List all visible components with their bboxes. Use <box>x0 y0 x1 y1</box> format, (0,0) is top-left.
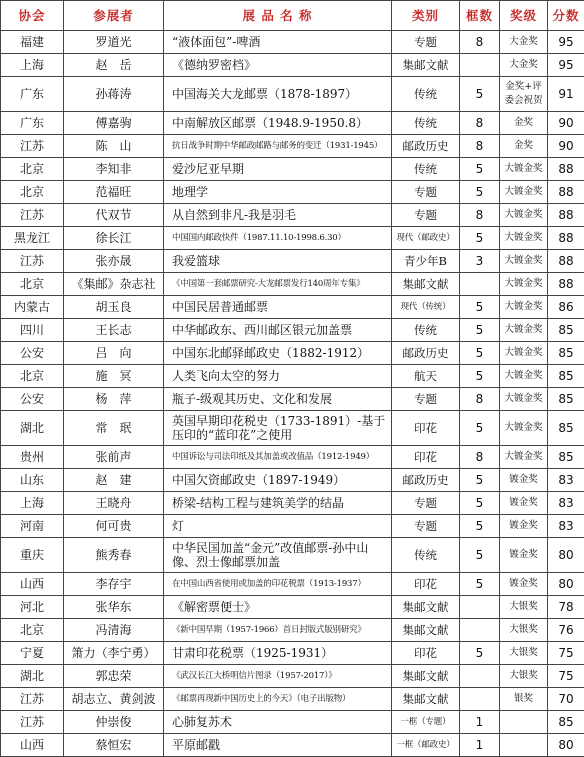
cell-exhibitor: 张亦晟 <box>64 250 164 273</box>
header-row <box>1 1 584 31</box>
cell-score: 88 <box>548 273 584 296</box>
cell-exhibit: 心肺复苏术 <box>164 711 392 734</box>
cell-exhibit: 中国诉讼与司法印纸及其加盖或改值品（1912-1949） <box>164 446 392 469</box>
cell-association: 河南 <box>1 515 64 538</box>
header-category: 类别 <box>392 1 460 31</box>
cell-exhibitor: 箫力（李宁勇） <box>64 642 164 665</box>
cell-category: 集邮文献 <box>392 596 460 619</box>
cell-frames <box>460 54 500 77</box>
cell-award: 大镀金奖 <box>500 227 548 250</box>
cell-exhibitor: 张前声 <box>64 446 164 469</box>
table-row <box>1 642 584 665</box>
table-row <box>1 515 584 538</box>
cell-frames: 5 <box>460 538 500 573</box>
cell-category: 现代（邮政史） <box>392 227 460 250</box>
cell-award: 镀金奖 <box>500 573 548 596</box>
cell-award: 大镀金奖 <box>500 181 548 204</box>
cell-score: 80 <box>548 538 584 573</box>
cell-category: 集邮文献 <box>392 665 460 688</box>
cell-association: 江苏 <box>1 688 64 711</box>
table-body <box>1 31 584 757</box>
cell-exhibit: 中国民居普通邮票 <box>164 296 392 319</box>
cell-association: 公安 <box>1 342 64 365</box>
cell-score: 90 <box>548 135 584 158</box>
table-row <box>1 665 584 688</box>
cell-category: 邮政历史 <box>392 135 460 158</box>
cell-score: 85 <box>548 319 584 342</box>
cell-award: 镀金奖 <box>500 492 548 515</box>
table-row <box>1 204 584 227</box>
cell-award: 金奖+评委会祝贺 <box>500 77 548 112</box>
cell-exhibitor: 熊秀春 <box>64 538 164 573</box>
cell-association: 北京 <box>1 181 64 204</box>
cell-award: 银奖 <box>500 688 548 711</box>
table-row <box>1 619 584 642</box>
cell-exhibitor: 王长志 <box>64 319 164 342</box>
cell-category: 邮政历史 <box>392 469 460 492</box>
cell-exhibitor: 李知非 <box>64 158 164 181</box>
cell-exhibitor: 徐长江 <box>64 227 164 250</box>
cell-category: 专题 <box>392 204 460 227</box>
table-row <box>1 54 584 77</box>
cell-score: 78 <box>548 596 584 619</box>
cell-award: 大金奖 <box>500 54 548 77</box>
cell-award: 大镀金奖 <box>500 388 548 411</box>
cell-association: 黑龙江 <box>1 227 64 250</box>
cell-category: 传统 <box>392 319 460 342</box>
cell-category: 印花 <box>392 642 460 665</box>
cell-association: 山东 <box>1 469 64 492</box>
header-frames: 框数 <box>460 1 500 31</box>
cell-exhibit: 灯 <box>164 515 392 538</box>
cell-exhibit: 《德纳罗密档》 <box>164 54 392 77</box>
cell-frames: 5 <box>460 365 500 388</box>
cell-award: 大镀金奖 <box>500 204 548 227</box>
table-row <box>1 734 584 757</box>
cell-association: 江苏 <box>1 711 64 734</box>
cell-exhibit: 在中国山西省使用或加盖的印花税票（1913-1937） <box>164 573 392 596</box>
table-row <box>1 342 584 365</box>
cell-association: 贵州 <box>1 446 64 469</box>
cell-exhibit: 爱沙尼亚早期 <box>164 158 392 181</box>
cell-exhibitor: 王晓舟 <box>64 492 164 515</box>
cell-frames <box>460 596 500 619</box>
table-row <box>1 77 584 112</box>
cell-frames: 5 <box>460 642 500 665</box>
cell-exhibitor: 冯清海 <box>64 619 164 642</box>
cell-exhibitor: 罗道光 <box>64 31 164 54</box>
cell-score: 85 <box>548 342 584 365</box>
cell-category: 一框（专题） <box>392 711 460 734</box>
cell-score: 83 <box>548 515 584 538</box>
cell-association: 四川 <box>1 319 64 342</box>
cell-exhibitor: 施 冥 <box>64 365 164 388</box>
cell-exhibitor: 张华东 <box>64 596 164 619</box>
cell-exhibit: 中华民国加盖“金元”改值邮票-孙中山像、烈士像邮票加盖 <box>164 538 392 573</box>
cell-exhibitor: 赵 岳 <box>64 54 164 77</box>
cell-exhibit: 《邮票再现新中国历史上的今天》（电子出版物） <box>164 688 392 711</box>
cell-exhibit: 地理学 <box>164 181 392 204</box>
cell-association: 北京 <box>1 273 64 296</box>
cell-award: 镀金奖 <box>500 469 548 492</box>
cell-association: 湖北 <box>1 411 64 446</box>
cell-award: 大银奖 <box>500 619 548 642</box>
cell-category: 传统 <box>392 112 460 135</box>
cell-exhibit: 桥梁-结构工程与建筑美学的结晶 <box>164 492 392 515</box>
cell-frames: 5 <box>460 158 500 181</box>
cell-category: 航天 <box>392 365 460 388</box>
header-score: 分数 <box>548 1 584 31</box>
cell-exhibit: 瓶子-级观其历史、文化和发展 <box>164 388 392 411</box>
cell-score: 95 <box>548 54 584 77</box>
cell-award: 大镀金奖 <box>500 250 548 273</box>
cell-association: 北京 <box>1 619 64 642</box>
cell-exhibitor: 蔡恒宏 <box>64 734 164 757</box>
cell-award: 大镀金奖 <box>500 296 548 319</box>
cell-association: 公安 <box>1 388 64 411</box>
cell-score: 75 <box>548 642 584 665</box>
table-row <box>1 319 584 342</box>
table-row <box>1 492 584 515</box>
cell-award: 大银奖 <box>500 596 548 619</box>
table-row <box>1 388 584 411</box>
cell-score: 85 <box>548 711 584 734</box>
cell-association: 江苏 <box>1 250 64 273</box>
cell-frames: 5 <box>460 227 500 250</box>
table-row <box>1 411 584 446</box>
cell-exhibit: 中国国内邮政快件（1987.11.10-1998.6.30） <box>164 227 392 250</box>
cell-award: 大银奖 <box>500 642 548 665</box>
cell-association: 广东 <box>1 77 64 112</box>
cell-frames: 8 <box>460 446 500 469</box>
cell-score: 88 <box>548 158 584 181</box>
cell-award: 大镀金奖 <box>500 446 548 469</box>
cell-score: 85 <box>548 446 584 469</box>
cell-exhibit: 《解密票便士》 <box>164 596 392 619</box>
cell-exhibit: 人类飞向太空的努力 <box>164 365 392 388</box>
cell-exhibitor: 《集邮》杂志社 <box>64 273 164 296</box>
cell-frames <box>460 273 500 296</box>
cell-association: 江苏 <box>1 204 64 227</box>
cell-category: 专题 <box>392 181 460 204</box>
cell-exhibitor: 傅嘉驹 <box>64 112 164 135</box>
cell-exhibitor: 孙蒋涛 <box>64 77 164 112</box>
cell-category: 邮政历史 <box>392 342 460 365</box>
cell-exhibit: 英国早期印花税史（1733-1891）-基于压印的“蓝印花”之使用 <box>164 411 392 446</box>
cell-category: 一框（邮政史） <box>392 734 460 757</box>
cell-score: 85 <box>548 365 584 388</box>
cell-exhibit: 中华邮政东、西川邮区银元加盖票 <box>164 319 392 342</box>
cell-exhibit: 《中国第一套邮票研究-大龙邮票发行140周年专集》 <box>164 273 392 296</box>
cell-award: 大金奖 <box>500 31 548 54</box>
table-row <box>1 596 584 619</box>
cell-frames: 8 <box>460 388 500 411</box>
cell-frames: 5 <box>460 573 500 596</box>
cell-frames: 1 <box>460 711 500 734</box>
cell-category: 传统 <box>392 77 460 112</box>
cell-exhibit: 从自然到非凡-我是羽毛 <box>164 204 392 227</box>
cell-frames: 8 <box>460 204 500 227</box>
cell-category: 传统 <box>392 158 460 181</box>
cell-award <box>500 734 548 757</box>
cell-score: 83 <box>548 492 584 515</box>
cell-association: 宁夏 <box>1 642 64 665</box>
cell-exhibitor: 杨 萍 <box>64 388 164 411</box>
cell-association: 上海 <box>1 492 64 515</box>
table-row <box>1 135 584 158</box>
cell-score: 86 <box>548 296 584 319</box>
cell-score: 88 <box>548 227 584 250</box>
cell-award: 大镀金奖 <box>500 273 548 296</box>
cell-award: 镀金奖 <box>500 515 548 538</box>
cell-award: 金奖 <box>500 112 548 135</box>
cell-exhibit: 中国东北邮驿邮政史（1882-1912） <box>164 342 392 365</box>
cell-category: 青少年B <box>392 250 460 273</box>
cell-frames: 5 <box>460 319 500 342</box>
cell-frames: 8 <box>460 135 500 158</box>
cell-exhibit: 中国欠资邮政史（1897-1949） <box>164 469 392 492</box>
cell-score: 90 <box>548 112 584 135</box>
cell-award: 大镀金奖 <box>500 365 548 388</box>
cell-score: 76 <box>548 619 584 642</box>
table-row <box>1 296 584 319</box>
cell-association: 北京 <box>1 158 64 181</box>
cell-score: 95 <box>548 31 584 54</box>
header-association: 协会 <box>1 1 64 31</box>
cell-score: 88 <box>548 204 584 227</box>
table-row <box>1 273 584 296</box>
cell-association: 山西 <box>1 573 64 596</box>
cell-exhibitor: 胡玉良 <box>64 296 164 319</box>
cell-exhibit: 抗日战争时期中华邮政邮路与邮务的变迁（1931-1945） <box>164 135 392 158</box>
cell-score: 88 <box>548 250 584 273</box>
cell-frames: 5 <box>460 492 500 515</box>
cell-exhibitor: 陈 山 <box>64 135 164 158</box>
cell-award: 大银奖 <box>500 665 548 688</box>
cell-exhibit: 我爱篮球 <box>164 250 392 273</box>
cell-award <box>500 711 548 734</box>
cell-frames <box>460 665 500 688</box>
header-exhibit: 展 品 名 称 <box>164 1 392 31</box>
table-row <box>1 112 584 135</box>
cell-exhibitor: 何可贵 <box>64 515 164 538</box>
cell-exhibit: 中国海关大龙邮票（1878-1897） <box>164 77 392 112</box>
cell-category: 现代（传统） <box>392 296 460 319</box>
cell-award: 金奖 <box>500 135 548 158</box>
cell-association: 福建 <box>1 31 64 54</box>
cell-association: 山西 <box>1 734 64 757</box>
cell-category: 集邮文献 <box>392 273 460 296</box>
cell-exhibitor: 常 珉 <box>64 411 164 446</box>
cell-association: 广东 <box>1 112 64 135</box>
cell-score: 80 <box>548 734 584 757</box>
table-row <box>1 158 584 181</box>
cell-score: 88 <box>548 181 584 204</box>
cell-frames: 5 <box>460 342 500 365</box>
cell-frames: 5 <box>460 77 500 112</box>
cell-exhibitor: 范福旺 <box>64 181 164 204</box>
cell-frames: 5 <box>460 411 500 446</box>
cell-category: 专题 <box>392 515 460 538</box>
cell-exhibitor: 郭忠荣 <box>64 665 164 688</box>
cell-category: 专题 <box>392 388 460 411</box>
cell-category: 印花 <box>392 573 460 596</box>
table-row <box>1 688 584 711</box>
cell-frames: 5 <box>460 296 500 319</box>
cell-exhibit: 《新中国早期（1957-1966）首日封版式版别研究》 <box>164 619 392 642</box>
cell-association: 北京 <box>1 365 64 388</box>
table-row <box>1 446 584 469</box>
cell-score: 85 <box>548 411 584 446</box>
cell-category: 集邮文献 <box>392 688 460 711</box>
cell-frames: 1 <box>460 734 500 757</box>
table-row <box>1 31 584 54</box>
cell-category: 集邮文献 <box>392 54 460 77</box>
table-row <box>1 538 584 573</box>
cell-frames: 8 <box>460 31 500 54</box>
cell-association: 河北 <box>1 596 64 619</box>
cell-frames: 5 <box>460 469 500 492</box>
cell-association: 江苏 <box>1 135 64 158</box>
cell-award: 大镀金奖 <box>500 411 548 446</box>
cell-award: 大镀金奖 <box>500 319 548 342</box>
cell-award: 大镀金奖 <box>500 342 548 365</box>
cell-frames: 5 <box>460 515 500 538</box>
cell-category: 集邮文献 <box>392 619 460 642</box>
cell-exhibitor: 赵 建 <box>64 469 164 492</box>
table-row <box>1 711 584 734</box>
cell-category: 印花 <box>392 446 460 469</box>
cell-score: 91 <box>548 77 584 112</box>
cell-exhibitor: 代双节 <box>64 204 164 227</box>
cell-category: 印花 <box>392 411 460 446</box>
cell-association: 重庆 <box>1 538 64 573</box>
cell-exhibitor: 吕 向 <box>64 342 164 365</box>
cell-frames: 3 <box>460 250 500 273</box>
table-row <box>1 469 584 492</box>
cell-score: 70 <box>548 688 584 711</box>
table-row <box>1 365 584 388</box>
cell-exhibit: 甘肃印花税票（1925-1931） <box>164 642 392 665</box>
cell-association: 内蒙古 <box>1 296 64 319</box>
cell-exhibitor: 李存宇 <box>64 573 164 596</box>
cell-score: 80 <box>548 573 584 596</box>
cell-score: 85 <box>548 388 584 411</box>
table-row <box>1 573 584 596</box>
cell-frames <box>460 688 500 711</box>
cell-category: 传统 <box>392 538 460 573</box>
header-award: 奖级 <box>500 1 548 31</box>
cell-association: 上海 <box>1 54 64 77</box>
cell-category: 专题 <box>392 492 460 515</box>
cell-frames: 5 <box>460 181 500 204</box>
cell-award: 大镀金奖 <box>500 158 548 181</box>
table-row <box>1 181 584 204</box>
cell-category: 专题 <box>392 31 460 54</box>
cell-exhibit: 《武汉长江大桥明信片图录（1957-2017）》 <box>164 665 392 688</box>
table-row <box>1 227 584 250</box>
table-row <box>1 250 584 273</box>
cell-frames: 8 <box>460 112 500 135</box>
cell-score: 75 <box>548 665 584 688</box>
cell-exhibitor: 胡志立、黄剑波 <box>64 688 164 711</box>
cell-exhibitor: 仲崇俊 <box>64 711 164 734</box>
cell-exhibit: 中南解放区邮票（1948.9-1950.8） <box>164 112 392 135</box>
cell-frames <box>460 619 500 642</box>
cell-exhibit: “液体面包”-啤酒 <box>164 31 392 54</box>
cell-award: 镀金奖 <box>500 538 548 573</box>
cell-score: 83 <box>548 469 584 492</box>
header-exhibitor: 参展者 <box>64 1 164 31</box>
cell-association: 湖北 <box>1 665 64 688</box>
cell-exhibit: 平原邮戳 <box>164 734 392 757</box>
